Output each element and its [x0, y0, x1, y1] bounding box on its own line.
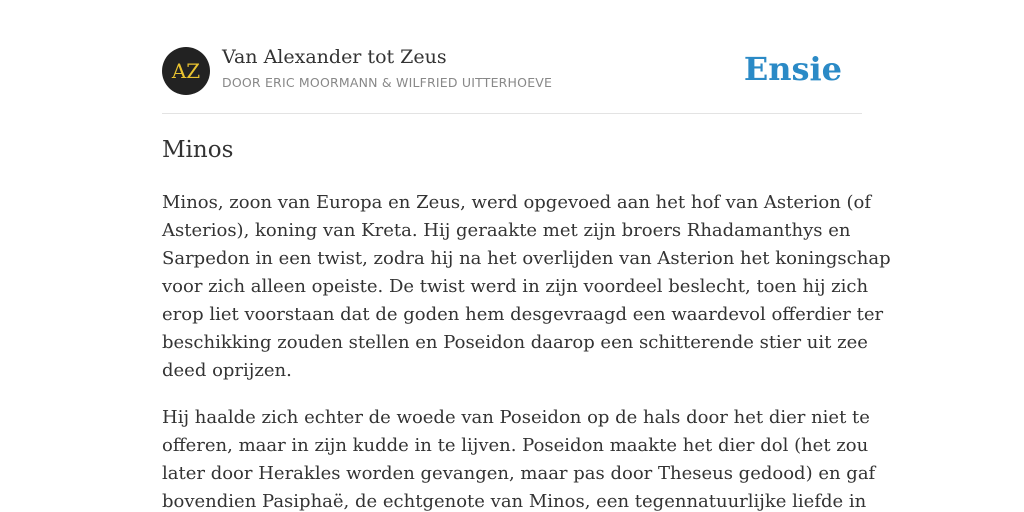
text-line: beschikking zouden stellen en Poseidon daarop een schitterende stier uit zee [162, 332, 868, 353]
text-line: Asterios), koning van Kreta. Hij geraakte met zijn broers Rhadamanthys en [162, 220, 851, 241]
text-line: Sarpedon in een twist, zodra hij na het overlijden van Asterion het koningschap [162, 248, 891, 269]
text-line: erop liet voorstaan dat de goden hem desgevraagd een waardevol offerdier ter [162, 304, 884, 325]
book-authors: DOOR ERIC MOORMANN & WILFRIED UITTERHOEVE [222, 75, 553, 90]
text-line: deed oprijzen. [162, 360, 292, 381]
book-title-link[interactable]: Van Alexander tot Zeus [222, 46, 447, 68]
text-line: Minos, zoon van Europa en Zeus, werd opgevoed aan het hof van Asterion (of [162, 192, 872, 213]
book-header [162, 46, 862, 96]
paragraph [162, 189, 891, 385]
text-line: bovendien Pasiphaë, de echtgenote van Minos, een tegennatuurlijke liefde in [162, 491, 867, 512]
ensie-logo[interactable]: Ensie [743, 50, 842, 88]
entry-title: Minos [162, 137, 234, 163]
text-line: later door Herakles worden gevangen, maar pas door Theseus gedood) en gaf [162, 463, 876, 484]
text-line: offeren, maar in zijn kudde in te lijven. Poseidon maakte het dier dol (het zou [162, 435, 869, 456]
text-line: Hij haalde zich echter de woede van Poseidon op de hals door het dier niet te [162, 407, 870, 428]
entry-body [162, 189, 891, 512]
book-avatar[interactable]: AZ [162, 47, 210, 95]
paragraph [162, 404, 876, 512]
header-divider [162, 113, 862, 114]
text-line: voor zich alleen opeiste. De twist werd in zijn voordeel beslecht, toen hij zich [162, 276, 869, 297]
